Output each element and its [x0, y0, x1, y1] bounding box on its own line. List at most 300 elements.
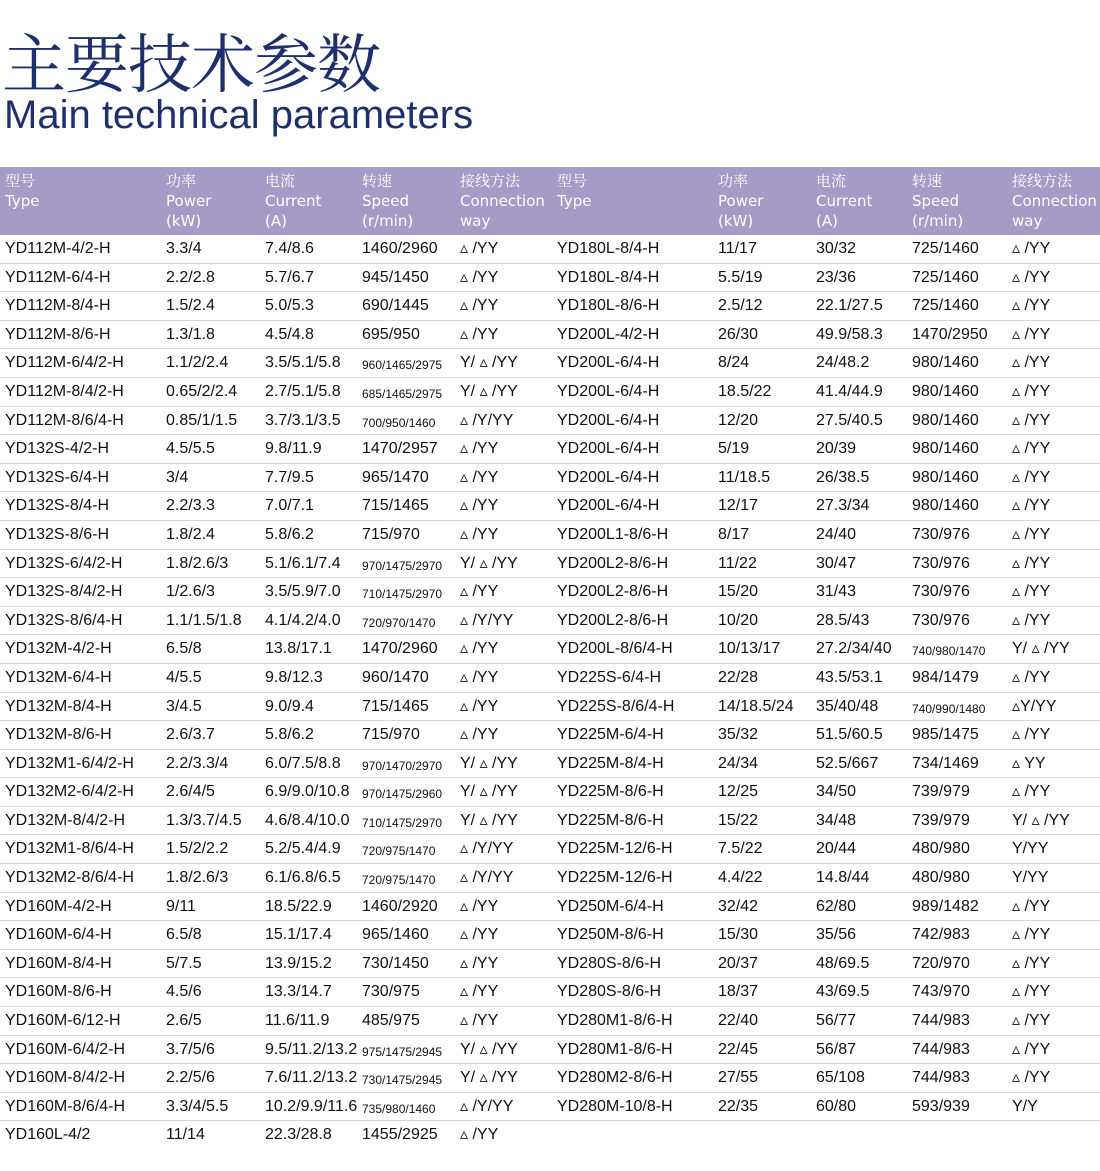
cell-connection: ▵ /YY [1012, 354, 1051, 372]
cell-type: YD132M1-8/6/4-H [5, 840, 134, 858]
cell-type: YD225M-8/6-H [557, 783, 664, 801]
table-row [0, 1036, 1100, 1065]
cell-speed: 1460/2920 [362, 897, 438, 915]
cell-connection: ▵ /YY [1012, 897, 1051, 915]
cell-type: YD112M-8/6/4-H [5, 411, 124, 429]
table-row [0, 864, 1100, 893]
cell-current: 22.3/28.8 [265, 1126, 332, 1144]
header-label: Power [718, 192, 764, 210]
cell-current: 5.7/6.7 [265, 268, 314, 286]
table-row [0, 635, 1100, 664]
table-row [0, 435, 1100, 464]
cell-current: 62/80 [816, 897, 857, 915]
cell-power: 10/13/17 [718, 640, 781, 658]
cell-type: YD200L2-8/6-H [557, 611, 669, 629]
cell-power: 24/34 [718, 754, 759, 772]
cell-type: YD132M-8/4/2-H [5, 811, 126, 829]
cell-type: YD280S-8/6-H [557, 954, 662, 972]
cell-power: 1.8/2.4 [166, 525, 215, 543]
cell-connection: ▵ /YY [460, 640, 499, 658]
header-left-connection [460, 171, 545, 231]
cell-current: 30/47 [816, 554, 857, 572]
cell-connection: ▵ /YY [1012, 983, 1051, 1001]
cell-connection: Y/ ▵ /YY [460, 754, 518, 772]
cell-connection: ▵ /YY [460, 926, 499, 944]
cell-power: 2.6/5 [166, 1012, 202, 1030]
header-label: 功率 [166, 172, 197, 190]
table-row [0, 750, 1100, 779]
cell-speed: 730/1475/2945 [362, 1073, 443, 1088]
cell-current: 27.5/40.5 [816, 411, 883, 429]
cell-speed: 690/1445 [362, 297, 429, 315]
cell-current: 22.1/27.5 [816, 297, 883, 315]
cell-current: 27.3/34 [816, 497, 870, 515]
table-row [0, 693, 1100, 722]
cell-current: 51.5/60.5 [816, 726, 883, 744]
cell-speed: 744/983 [912, 1012, 970, 1030]
cell-current: 5.8/6.2 [265, 726, 314, 744]
cell-connection: ▵ /YY [460, 1126, 499, 1144]
cell-connection: ▵ /YY [460, 954, 499, 972]
cell-power: 1.3/3.7/4.5 [166, 811, 242, 829]
cell-current: 9.8/11.9 [265, 440, 322, 458]
cell-power: 5/7.5 [166, 954, 202, 972]
cell-current: 11.6/11.9 [265, 1012, 330, 1030]
cell-connection: ▵ /YY [1012, 668, 1051, 686]
cell-power: 2.6/4/5 [166, 783, 215, 801]
cell-connection: Y/ ▵ /YY [460, 382, 518, 400]
cell-current: 13.8/17.1 [265, 640, 332, 658]
cell-type: YD200L-6/4-H [557, 440, 660, 458]
table-row [0, 978, 1100, 1007]
cell-speed: 720/970/1470 [362, 615, 436, 630]
cell-power: 2.2/3.3/4 [166, 754, 229, 772]
cell-current: 28.5/43 [816, 611, 870, 629]
cell-power: 4.5/6 [166, 983, 202, 1001]
cell-speed: 970/1475/2970 [362, 558, 443, 573]
cell-connection: ▵ /YY [1012, 954, 1051, 972]
header-label: (kW) [166, 212, 202, 230]
table-header [0, 167, 1100, 235]
cell-current: 13.3/14.7 [265, 983, 332, 1001]
cell-connection: ▵ /YY [460, 1012, 499, 1030]
cell-power: 18/37 [718, 983, 759, 1001]
cell-type: YD280M1-8/6-H [557, 1012, 673, 1030]
cell-power: 1.1/1.5/1.8 [166, 611, 242, 629]
cell-connection: Y/YY [1012, 840, 1049, 858]
header-label: way [1012, 212, 1043, 230]
cell-current: 26/38.5 [816, 468, 870, 486]
cell-current: 30/32 [816, 240, 857, 257]
cell-speed: 734/1469 [912, 754, 979, 772]
cell-connection: ▵ /YY [1012, 325, 1051, 343]
cell-current: 7.6/11.2/13.2 [265, 1069, 358, 1087]
cell-speed: 742/983 [912, 926, 970, 944]
cell-type: YD132S-8/6-H [5, 525, 110, 543]
cell-power: 22/45 [718, 1040, 759, 1058]
cell-speed: 725/1460 [912, 268, 979, 286]
table-row [0, 492, 1100, 521]
cell-connection: ▵ /YY [1012, 382, 1051, 400]
cell-connection: ▵ /YY [1012, 497, 1051, 515]
cell-current: 49.9/58.3 [816, 325, 883, 343]
header-label: way [460, 212, 491, 230]
cell-power: 12/17 [718, 497, 759, 515]
cell-current: 13.9/15.2 [265, 954, 332, 972]
cell-current: 43/69.5 [816, 983, 870, 1001]
cell-speed: 960/1465/2975 [362, 358, 443, 373]
cell-speed: 700/950/1460 [362, 415, 436, 430]
header-label: 功率 [718, 172, 749, 190]
cell-power: 15/30 [718, 926, 759, 944]
cell-speed: 984/1479 [912, 668, 979, 686]
cell-connection: Y/ ▵ /YY [460, 554, 518, 572]
cell-current: 3.5/5.1/5.8 [265, 354, 341, 372]
cell-connection: ▵ /YY [1012, 1069, 1051, 1087]
cell-connection: ▵ /YY [460, 440, 499, 458]
cell-current: 2.7/5.1/5.8 [265, 382, 341, 400]
cell-type: YD132S-4/2-H [5, 440, 110, 458]
cell-speed: 965/1470 [362, 468, 429, 486]
cell-speed: 485/975 [362, 1012, 420, 1030]
cell-speed: 710/1475/2970 [362, 815, 443, 830]
cell-speed: 715/970 [362, 525, 420, 543]
header-right-current [816, 171, 872, 231]
table-row [0, 807, 1100, 836]
cell-power: 11/14 [166, 1126, 205, 1144]
header-label: 电流 [265, 172, 296, 190]
cell-power: 8/17 [718, 525, 750, 543]
cell-speed: 725/1460 [912, 240, 979, 257]
cell-power: 11/22 [718, 554, 757, 572]
cell-current: 20/44 [816, 840, 857, 858]
table-row [0, 521, 1100, 550]
cell-speed: 720/970 [912, 954, 970, 972]
header-label: Type [5, 192, 40, 210]
cell-power: 22/35 [718, 1097, 759, 1115]
table-row [0, 778, 1100, 807]
cell-type: YD132M-6/4-H [5, 668, 112, 686]
table-row [0, 292, 1100, 321]
cell-power: 3.3/4/5.5 [166, 1097, 229, 1115]
cell-type: YD225S-8/6/4-H [557, 697, 675, 715]
cell-current: 9.0/9.4 [265, 697, 314, 715]
cell-power: 32/42 [718, 897, 759, 915]
cell-current: 7.0/7.1 [265, 497, 314, 515]
cell-current: 35/56 [816, 926, 857, 944]
cell-current: 5.0/5.3 [265, 297, 314, 315]
cell-connection: ▵ /YY [1012, 583, 1051, 601]
cell-current: 56/87 [816, 1040, 857, 1058]
cell-type: YD132M-8/6-H [5, 726, 112, 744]
cell-type: YD112M-6/4/2-H [5, 354, 124, 372]
header-left-speed [362, 171, 413, 231]
cell-power: 1.1/2/2.4 [166, 354, 229, 372]
cell-current: 6.1/6.8/6.5 [265, 869, 341, 887]
cell-speed: 730/976 [912, 583, 970, 601]
cell-power: 22/40 [718, 1012, 759, 1030]
cell-power: 12/20 [718, 411, 759, 429]
cell-connection: Y/YY [1012, 869, 1049, 887]
cell-connection: ▵ /YY [1012, 926, 1051, 944]
cell-power: 27/55 [718, 1069, 759, 1087]
cell-type: YD132M-8/4-H [5, 697, 112, 715]
cell-connection: ▵ /YY [1012, 468, 1051, 486]
cell-type: YD250M-6/4-H [557, 897, 664, 915]
cell-speed: 685/1465/2975 [362, 386, 443, 401]
cell-power: 1.8/2.6/3 [166, 869, 229, 887]
cell-power: 3/4 [166, 468, 189, 486]
cell-type: YD160M-8/6/4-H [5, 1097, 126, 1115]
cell-type: YD132M2-8/6/4-H [5, 869, 134, 887]
cell-power: 4.5/5.5 [166, 440, 215, 458]
cell-current: 41.4/44.9 [816, 382, 883, 400]
table-row [0, 349, 1100, 378]
cell-speed: 740/990/1480 [912, 701, 986, 716]
header-label: 转速 [362, 172, 393, 190]
cell-type: YD225M-8/6-H [557, 811, 664, 829]
header-label: 型号 [557, 172, 588, 190]
cell-type: YD160M-8/4/2-H [5, 1069, 126, 1087]
cell-type: YD180L-8/4-H [557, 268, 660, 286]
header-label: Current [816, 192, 873, 210]
cell-type: YD112M-4/2-H [5, 240, 111, 257]
header-label: Connection [1012, 192, 1097, 210]
cell-connection: ▵ /Y/YY [460, 411, 514, 429]
cell-power: 0.85/1/1.5 [166, 411, 238, 429]
cell-type: YD200L-6/4-H [557, 382, 660, 400]
cell-connection: ▵ /YY [460, 468, 499, 486]
table-row [0, 550, 1100, 579]
cell-type: YD200L-6/4-H [557, 411, 660, 429]
cell-connection: ▵ /YY [1012, 611, 1051, 629]
cell-type: YD132S-8/4-H [5, 497, 110, 515]
cell-connection: ▵ /YY [1012, 268, 1051, 286]
table-row [0, 893, 1100, 922]
cell-power: 1.3/1.8 [166, 325, 215, 343]
table-row [0, 921, 1100, 950]
cell-speed: 720/975/1470 [362, 844, 436, 859]
header-label: Speed [912, 192, 960, 210]
cell-power: 2.2/3.3 [166, 497, 215, 515]
cell-connection: ▵ /Y/YY [460, 611, 514, 629]
cell-type: YD280M1-8/6-H [557, 1040, 673, 1058]
cell-power: 26/30 [718, 325, 759, 343]
cell-speed: 1470/2957 [362, 440, 438, 458]
header-label: Current [265, 192, 322, 210]
cell-connection: ▵ /YY [1012, 783, 1051, 801]
cell-power: 8/24 [718, 354, 750, 372]
cell-power: 0.65/2/2.4 [166, 382, 238, 400]
cell-power: 1.5/2.4 [166, 297, 215, 315]
cell-connection: ▵ /YY [1012, 411, 1051, 429]
cell-current: 31/43 [816, 583, 857, 601]
cell-current: 9.8/12.3 [265, 668, 323, 686]
cell-connection: Y/ ▵ /YY [1012, 811, 1070, 829]
cell-speed: 720/975/1470 [362, 873, 436, 888]
cell-type: YD112M-8/6-H [5, 325, 111, 343]
cell-power: 6.5/8 [166, 640, 202, 658]
cell-type: YD180L-8/4-H [557, 240, 660, 257]
cell-speed: 980/1460 [912, 468, 979, 486]
cell-power: 4.4/22 [718, 869, 763, 887]
cell-power: 3/4.5 [166, 697, 202, 715]
table-row [0, 464, 1100, 493]
table-row [0, 407, 1100, 436]
cell-type: YD225M-12/6-H [557, 869, 673, 887]
cell-type: YD225M-8/4-H [557, 754, 664, 772]
cell-speed: 725/1460 [912, 297, 979, 315]
cell-speed: 480/980 [912, 869, 970, 887]
cell-speed: 730/1450 [362, 954, 429, 972]
cell-type: YD160M-4/2-H [5, 897, 112, 915]
cell-type: YD112M-6/4-H [5, 268, 111, 286]
cell-current: 34/50 [816, 783, 857, 801]
cell-type: YD132M2-6/4/2-H [5, 783, 134, 801]
header-label: 电流 [816, 172, 847, 190]
header-label: (A) [816, 212, 838, 230]
cell-current: 43.5/53.1 [816, 668, 883, 686]
cell-current: 5.1/6.1/7.4 [265, 554, 341, 572]
cell-current: 7.7/9.5 [265, 468, 314, 486]
cell-type: YD112M-8/4-H [5, 297, 111, 315]
cell-connection: ▵ /YY [460, 983, 499, 1001]
cell-speed: 989/1482 [912, 897, 979, 915]
cell-connection: ▵ /YY [460, 297, 499, 315]
header-label: Speed [362, 192, 410, 210]
cell-power: 1.5/2/2.2 [166, 840, 229, 858]
cell-current: 4.5/4.8 [265, 325, 314, 343]
cell-type: YD160M-6/12-H [5, 1012, 121, 1030]
cell-power: 5.5/19 [718, 268, 763, 286]
header-left-type [5, 171, 39, 211]
cell-current: 48/69.5 [816, 954, 870, 972]
cell-power: 12/25 [718, 783, 759, 801]
cell-type: YD112M-8/4/2-H [5, 382, 124, 400]
cell-connection: Y/ ▵ /YY [460, 783, 518, 801]
header-label: 接线方法 [460, 172, 521, 190]
cell-connection: ▵Y/YY [1012, 697, 1057, 715]
cell-speed: 960/1470 [362, 668, 429, 686]
cell-connection: Y/Y [1012, 1097, 1038, 1115]
cell-type: YD225S-6/4-H [557, 668, 662, 686]
cell-speed: 715/1465 [362, 497, 429, 515]
cell-speed: 970/1475/2960 [362, 787, 443, 802]
cell-current: 10.2/9.9/11.6 [265, 1097, 358, 1115]
cell-connection: ▵ /YY [460, 697, 499, 715]
cell-type: YD160M-8/4-H [5, 954, 112, 972]
cell-type: YD160M-6/4/2-H [5, 1040, 126, 1058]
header-right-speed [912, 171, 963, 231]
cell-power: 18.5/22 [718, 382, 772, 400]
cell-connection: ▵ /YY [460, 726, 499, 744]
cell-current: 15.1/17.4 [265, 926, 332, 944]
cell-speed: 1470/2950 [912, 325, 988, 343]
cell-connection: Y/ ▵ /YY [460, 1069, 518, 1087]
cell-speed: 980/1460 [912, 497, 979, 515]
cell-current: 60/80 [816, 1097, 857, 1115]
cell-current: 65/108 [816, 1069, 865, 1087]
cell-speed: 980/1460 [912, 354, 979, 372]
cell-speed: 743/970 [912, 983, 970, 1001]
cell-power: 35/32 [718, 726, 759, 744]
cell-current: 34/48 [816, 811, 857, 829]
cell-connection: Y/ ▵ /YY [460, 1040, 518, 1058]
cell-connection: ▵ /YY [1012, 1040, 1051, 1058]
cell-current: 3.7/3.1/3.5 [265, 411, 341, 429]
cell-type: YD180L-8/6-H [557, 297, 660, 315]
cell-speed: 730/975 [362, 983, 420, 1001]
table-row [0, 664, 1100, 693]
header-label: (r/min) [912, 212, 964, 230]
cell-speed: 980/1460 [912, 411, 979, 429]
cell-speed: 985/1475 [912, 726, 979, 744]
cell-type: YD200L2-8/6-H [557, 583, 669, 601]
cell-power: 11/18.5 [718, 468, 771, 486]
cell-type: YD132S-8/6/4-H [5, 611, 123, 629]
cell-type: YD250M-8/6-H [557, 926, 664, 944]
header-right-connection [1012, 171, 1097, 231]
cell-type: YD132M1-6/4/2-H [5, 754, 134, 772]
cell-speed: 1470/2960 [362, 640, 438, 658]
cell-power: 4/5.5 [166, 668, 202, 686]
cell-current: 18.5/22.9 [265, 897, 332, 915]
cell-connection: ▵ /YY [460, 668, 499, 686]
cell-power: 1/2.6/3 [166, 583, 215, 601]
table-row [0, 578, 1100, 607]
table-row [0, 321, 1100, 350]
cell-type: YD225M-6/4-H [557, 726, 664, 744]
header-label: (r/min) [362, 212, 414, 230]
cell-speed: 980/1460 [912, 382, 979, 400]
cell-speed: 945/1450 [362, 268, 429, 286]
cell-type: YD132S-6/4-H [5, 468, 110, 486]
header-right-power [718, 171, 763, 231]
header-label: (kW) [718, 212, 754, 230]
cell-current: 3.5/5.9/7.0 [265, 583, 341, 601]
cell-connection: ▵ /YY [460, 525, 499, 543]
cell-speed: 744/983 [912, 1040, 970, 1058]
header-label: Power [166, 192, 212, 210]
table-row [0, 835, 1100, 864]
cell-connection: ▵ /YY [1012, 240, 1051, 257]
cell-type: YD200L2-8/6-H [557, 554, 669, 572]
cell-connection: ▵ /YY [1012, 297, 1051, 315]
cell-speed: 1455/2925 [362, 1126, 438, 1144]
cell-power: 7.5/22 [718, 840, 763, 858]
cell-connection: ▵ /YY [460, 897, 499, 915]
cell-speed: 739/979 [912, 811, 970, 829]
table-row [0, 1093, 1100, 1122]
cell-power: 2.5/12 [718, 297, 763, 315]
cell-connection: ▵ /YY [460, 497, 499, 515]
cell-speed: 730/976 [912, 525, 970, 543]
table-row [0, 264, 1100, 293]
table-row [0, 721, 1100, 750]
cell-connection: ▵ /YY [460, 583, 499, 601]
cell-type: YD200L1-8/6-H [557, 525, 669, 543]
cell-connection: Y/ ▵ /YY [460, 354, 518, 372]
cell-current: 5.8/6.2 [265, 525, 314, 543]
header-label: 转速 [912, 172, 943, 190]
header-left-power [166, 171, 211, 231]
cell-power: 6.5/8 [166, 926, 202, 944]
cell-speed: 715/970 [362, 726, 420, 744]
table-row [0, 235, 1100, 264]
cell-current: 23/36 [816, 268, 857, 286]
table-row [0, 607, 1100, 636]
cell-speed: 593/939 [912, 1097, 970, 1115]
